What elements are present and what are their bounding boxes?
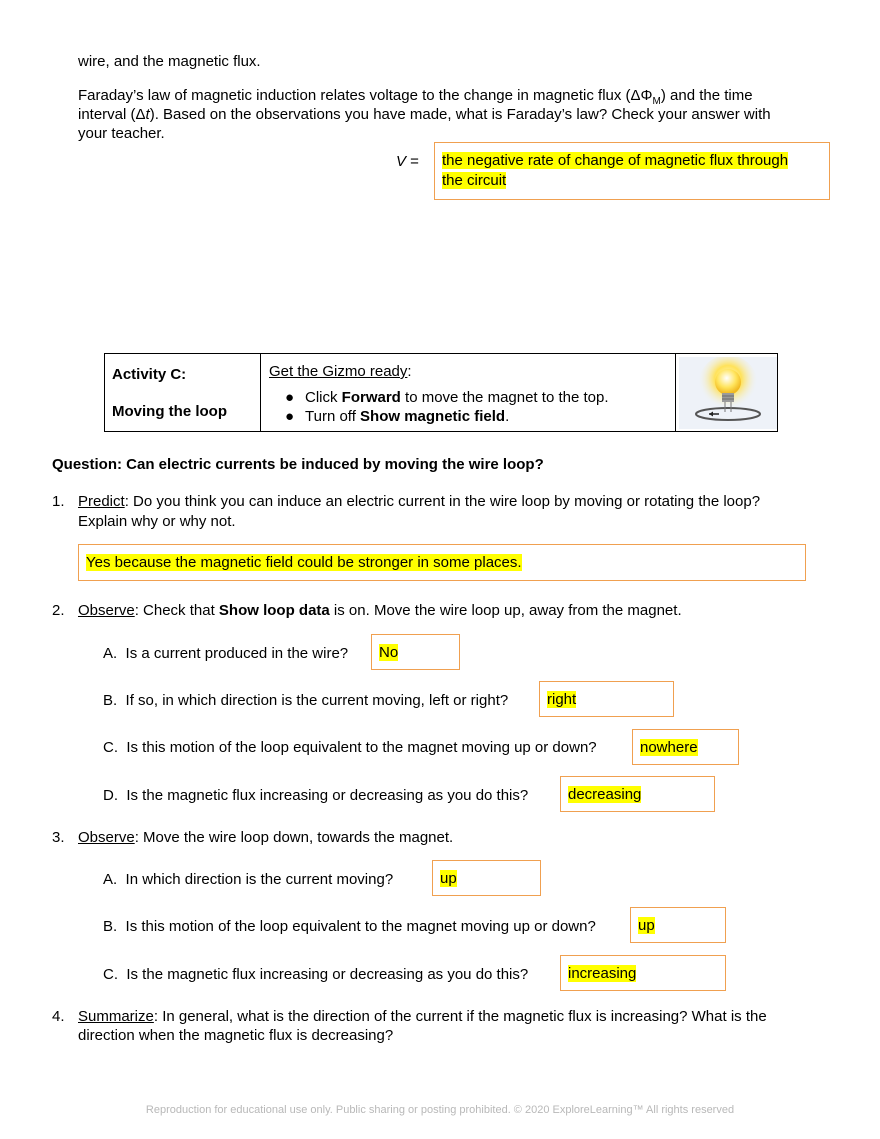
faraday-law-answer-line1: the negative rate of change of magnetic flux through (442, 152, 789, 169)
q2b-answer-box[interactable] (539, 681, 674, 717)
q2a-answer-box[interactable] (371, 634, 460, 670)
question-heading: Question: Can electric currents be induced by moving the wire loop? (52, 456, 544, 473)
copyright-footer: Reproduction for educational use only. Public sharing or posting prohibited. © 2020 ExploreLearning™ All rights reserved (145, 1104, 735, 1116)
q2c-question: C. Is this motion of the loop equivalent to the magnet moving up or down? (103, 739, 597, 756)
intro-line: wire, and the magnetic flux. (78, 53, 261, 70)
q3a-answer-box[interactable] (432, 860, 541, 896)
q1-prompt-line2: Explain why or why not. (78, 513, 236, 530)
q2a-answer: No (379, 643, 399, 661)
q3c-answer: increasing (568, 964, 637, 982)
q3-prompt: Observe: Move the wire loop down, towards the magnet. (78, 829, 454, 846)
gizmo-image-cell (676, 354, 778, 432)
q2c-answer: nowhere (640, 738, 698, 756)
faraday-paragraph-line2: interval (Δt). Based on the observations you have made, what is Faraday’s law? Check your answer with (78, 106, 771, 123)
q2d-question: D. Is the magnetic flux increasing or decreasing as you do this? (103, 787, 529, 804)
q3b-question: B. Is this motion of the loop equivalent to the magnet moving up or down? (103, 918, 596, 935)
q3a-question: A. In which direction is the current moving? (103, 871, 394, 888)
q4-prompt-line2: direction when the magnetic flux is decreasing? (78, 1027, 394, 1044)
q3-number: 3. (52, 829, 65, 846)
gizmo-ready-bullet-1: ● Click Forward to move the magnet to the top. (285, 389, 609, 406)
q2c-answer-box[interactable] (632, 729, 739, 765)
activity-subtitle: Moving the loop (112, 403, 227, 420)
q3c-question: C. Is the magnetic flux increasing or decreasing as you do this? (103, 966, 529, 983)
gizmo-ready-cell (261, 354, 676, 432)
faraday-law-answer-box[interactable] (434, 142, 830, 200)
faraday-paragraph-line1: Faraday’s law of magnetic induction relates voltage to the change in magnetic flux $(\Delta\Phi_M)$ and the time (78, 87, 753, 107)
q1-answer-box[interactable] (78, 544, 806, 581)
gizmo-ready-bullet-2: ● Turn off Show magnetic field. (285, 408, 510, 425)
q4-prompt: Summarize: In general, what is the direction of the current if the magnetic flux is increasing? What is the (78, 1008, 767, 1025)
q2d-answer: decreasing (568, 785, 642, 803)
q3a-answer: up (440, 869, 457, 887)
q1-answer: Yes because the magnetic field could be stronger in some places. (86, 554, 522, 571)
q1-number: 1. (52, 493, 65, 510)
q2-prompt: Observe: Check that Show loop data is on. Move the wire loop up, away from the magnet. (78, 602, 682, 619)
q2d-answer-box[interactable] (560, 776, 715, 812)
faraday-law-answer-line2: the circuit (442, 172, 507, 189)
q3c-answer-box[interactable] (560, 955, 726, 991)
activity-c-table (104, 353, 778, 432)
q3b-answer-box[interactable] (630, 907, 726, 943)
q1-prompt: Predict: Do you think you can induce an electric current in the wire loop by moving or rotating the loop? (78, 493, 761, 510)
q2b-question: B. If so, in which direction is the current moving, left or right? (103, 692, 509, 709)
faraday-paragraph-line3: your teacher. (78, 125, 165, 142)
q2-number: 2. (52, 602, 65, 619)
light-bulb-icon (679, 357, 777, 429)
q2b-answer: right (547, 690, 577, 708)
activity-title-cell (105, 354, 261, 432)
q4-number: 4. (52, 1008, 65, 1025)
v-equals-label: V = (396, 153, 419, 170)
q2a-question: A. Is a current produced in the wire? (103, 645, 349, 662)
gizmo-ready-heading: Get the Gizmo ready: (269, 363, 412, 380)
q3b-answer: up (638, 916, 655, 934)
activity-title: Activity C: (112, 366, 187, 383)
